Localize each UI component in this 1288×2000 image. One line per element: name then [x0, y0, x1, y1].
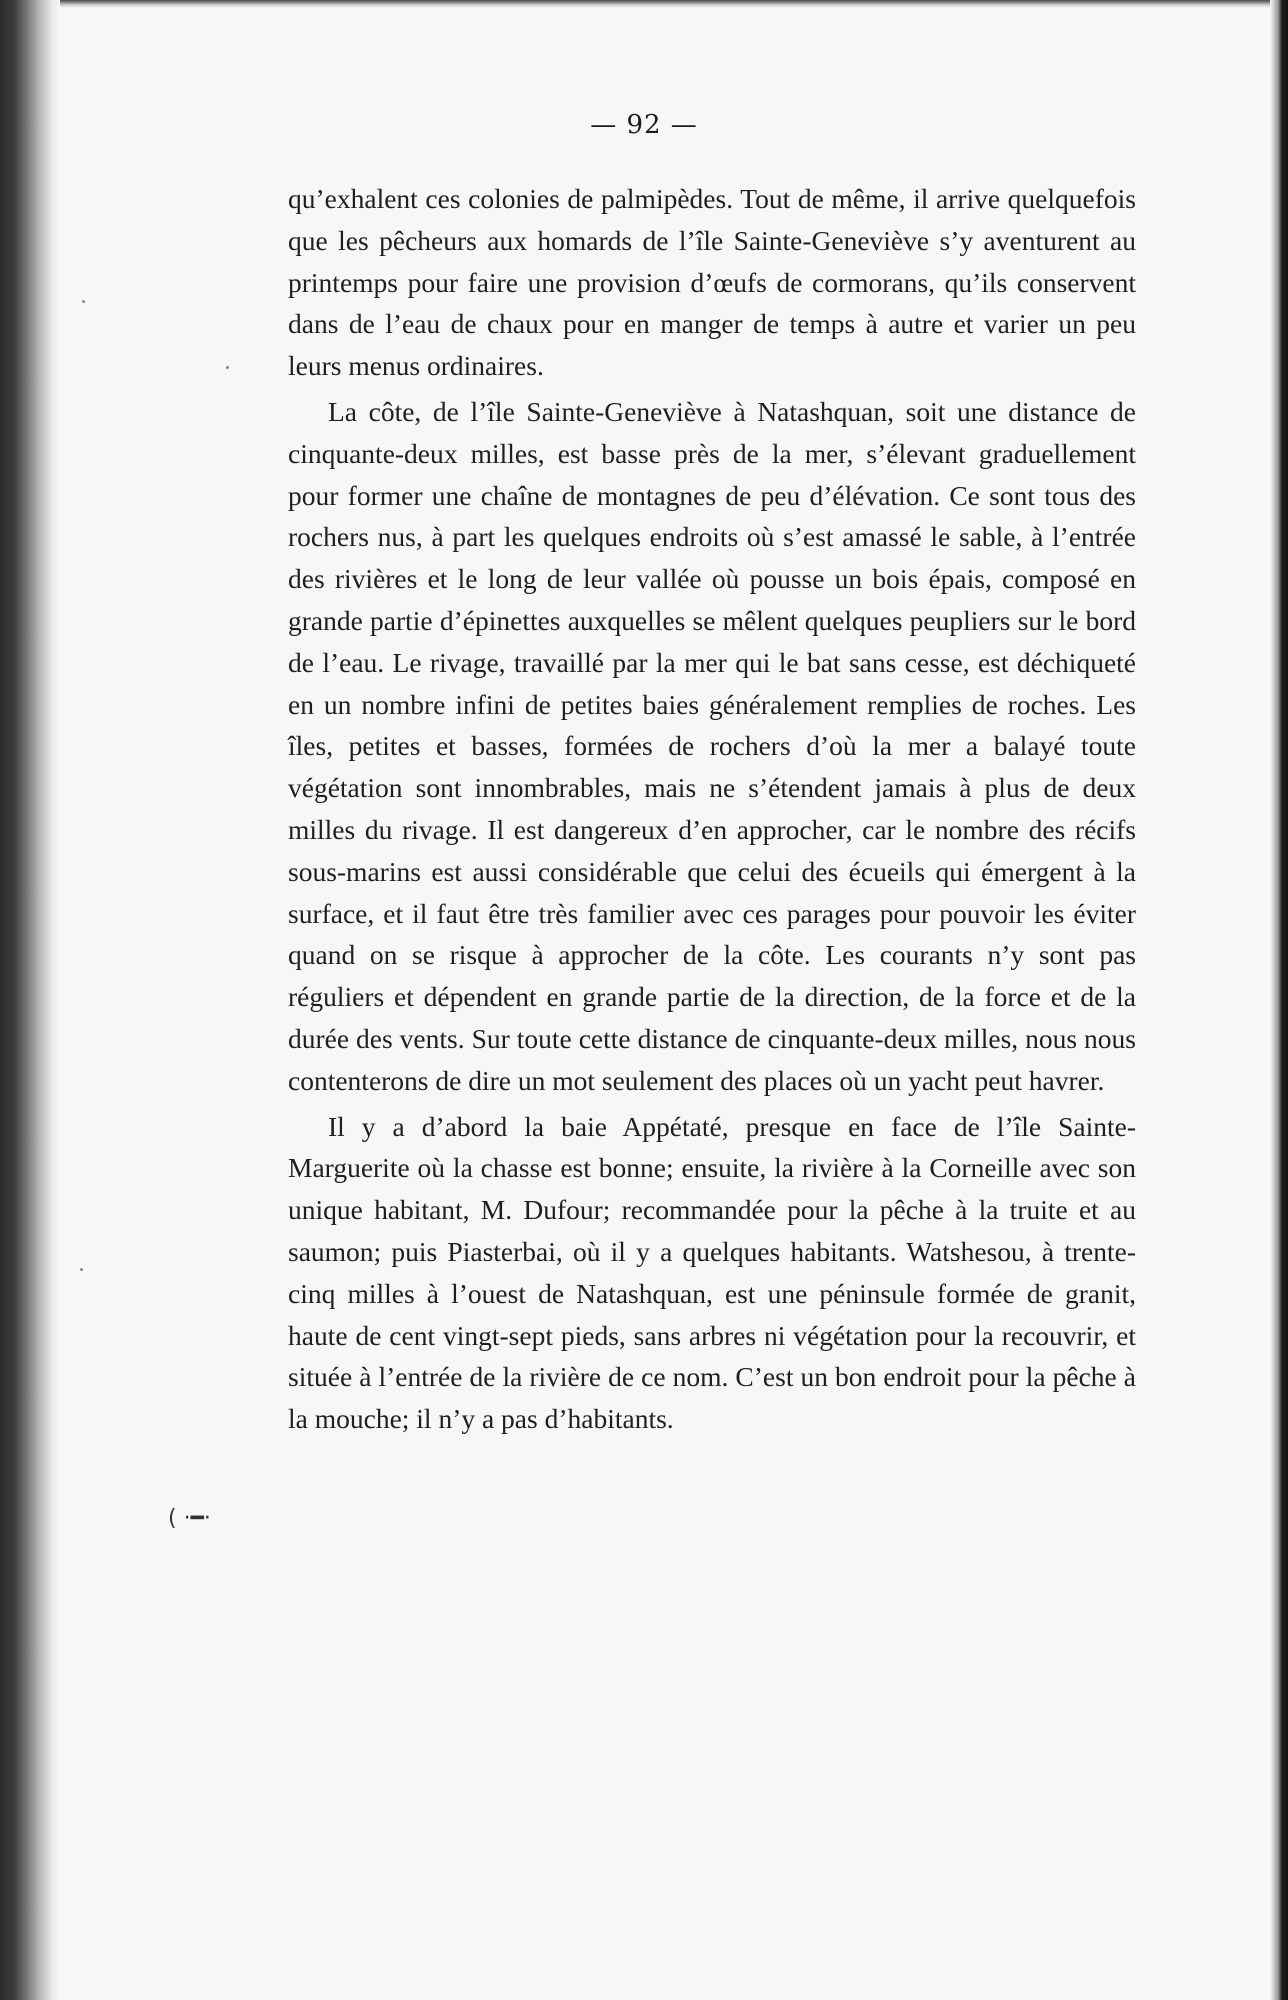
- scan-speck: [82, 300, 85, 303]
- binding-shadow-left: [0, 0, 60, 2000]
- margin-mark: ( ·━·: [168, 1506, 211, 1531]
- body-text: [288, 178, 1136, 1444]
- paragraph-3: Il y a d’abord la baie Appétaté, presque en face de l’île Sainte-Marguerite où la chasse est bonne; ensuite, la rivière à la Corneille avec son unique habitant, M. Dufour; recommandée pour la pêche à la truite et au saumon; puis Piasterbai, où il y a quelques habitants. Watshesou, à trente-cinq milles à l’ouest de Natashquan, est une péninsule formée de granit, haute de cent vingt-sept pieds, sans arbres ni végétation pour la recouvrir, et située à l’entrée de la rivière de ce nom. C’est un bon endroit pour la pêche à la mouche; il n’y a pas d’habitants.: [288, 1110, 1136, 1435]
- paragraph-1: qu’exhalent ces colonies de palmipèdes. Tout de même, il arrive quelquefois que les pêcheurs aux homards de l’île Sainte-Geneviève s’y aventurent au printemps pour faire une provision d’œufs de cormorans, qu’ils conservent dans de l’eau de chaux pour en manger de temps à autre et varier un peu leurs menus ordinaires.: [288, 183, 1136, 382]
- page-top-edge: [0, 0, 1288, 8]
- binding-shadow-right: [1270, 0, 1288, 2000]
- paragraph-2: La côte, de l’île Sainte-Geneviève à Natashquan, soit une distance de cinquante-deux milles, est basse près de la mer, s’élevant graduellement pour former une chaîne de montagnes de peu d’élévation. Ce sont tous des rochers nus, à part les quelques endroits où s’est amassé le sable, à l’entrée des rivières et le long de leur vallée où pousse un bois épais, composé en grande partie d’épinettes auxquelles se mêlent quelques peupliers sur le bord de l’eau. Le rivage, travaillé par la mer qui le bat sans cesse, est déchiqueté en un nombre infini de petites baies généralement remplies de roches. Les îles, petites et basses, formées de rochers d’où la mer a balayé toute végétation sont innombrables, mais ne s’étendent jamais à plus de deux milles du rivage. Il est dangereux d’en approcher, car le nombre des récifs sous-marins est aussi considérable que celui des écueils qui émergent à la surface, et il faut être très familier avec ces parages pour pouvoir les éviter quand on se risque à approcher de la côte. Les courants n’y sont pas réguliers et dépendent en grande partie de la direction, de la force et de la durée des vents. Sur toute cette distance de cinquante-deux milles, nous nous contenterons de dire un mot seulement des places où un yacht peut havrer.: [288, 395, 1136, 1096]
- scan-speck: [80, 1268, 83, 1271]
- scan-speck: [226, 366, 229, 369]
- page-number: — 92 —: [590, 110, 698, 140]
